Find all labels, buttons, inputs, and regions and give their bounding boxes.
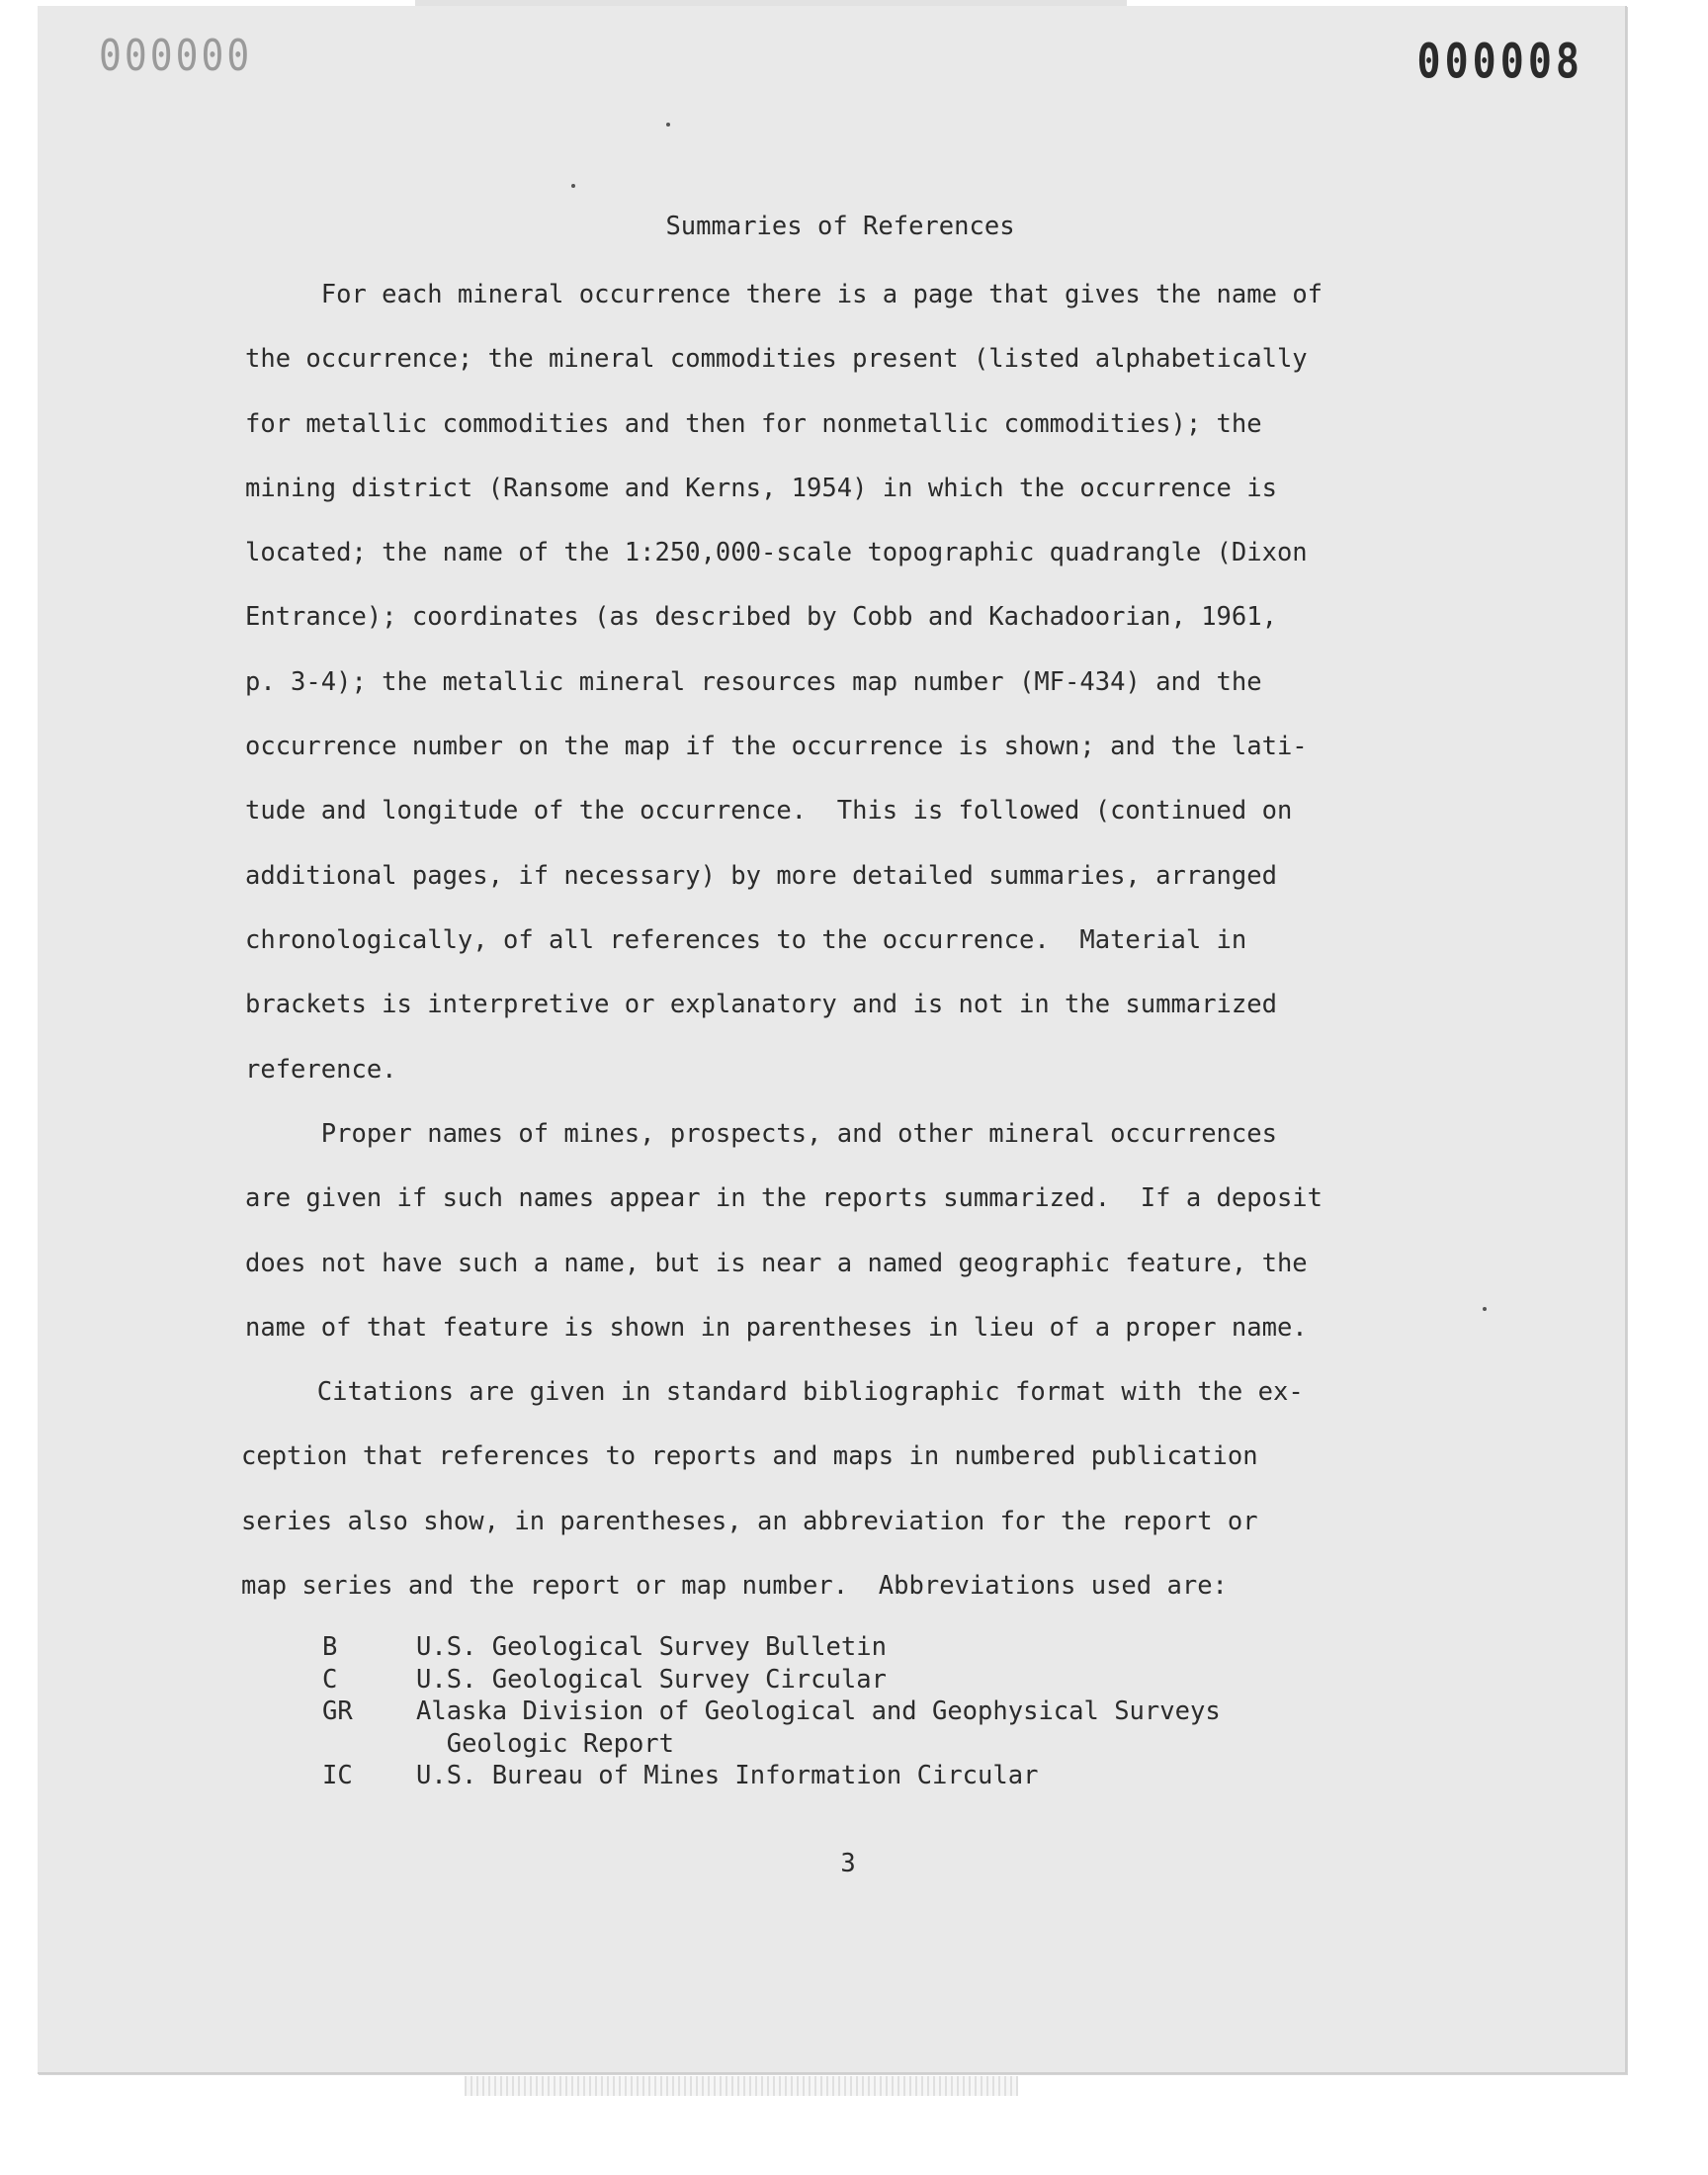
abbreviation-row	[322, 1696, 1306, 1760]
abbreviation-row	[322, 1760, 1306, 1792]
page-title: Summaries of References	[665, 212, 1015, 241]
abbreviation-meaning: Alaska Division of Geological and Geophysical Surveys Geologic Report	[416, 1696, 1221, 1759]
scan-speck	[571, 184, 575, 188]
abbreviation-code: IC	[322, 1761, 353, 1790]
abbreviation-row	[322, 1664, 1306, 1696]
abbreviation-row	[322, 1631, 1306, 1664]
abbreviation-meaning: U.S. Bureau of Mines Information Circular	[416, 1761, 1039, 1790]
scan-edge-top	[415, 0, 1127, 6]
abbreviation-code: GR	[322, 1696, 353, 1726]
paragraph-occurrence-page: For each mineral occurrence there is a page that gives the name of the occurrence; the mineral commodities present (listed alphabetically for metallic commodities and then for nonmetallic commodities); the mining district (Ransome and Kerns, 1954) in which the occurrence is located; the name of the 1:250,000-scale topographic quadrangle (Dixon Entrance); coordinates (as described by Cobb and Kachadoorian, 1961, p. 3-4); the metallic mineral resources map number (MF-434) and the occurrence number on the map if the occurrence is shown; and the lati- tude and longitude of the occurrence. This is followed (continued on additional pages, if necessary) by more detailed summaries, arranged chronologically, of all references to the occurrence. Material in brackets is interpretive or explanatory and is not in the summarized reference.	[245, 280, 1324, 1085]
abbreviation-code: B	[322, 1632, 338, 1662]
page-margin	[0, 2102, 1708, 2175]
abbreviation-list	[322, 1631, 1306, 1792]
stamp-number-right: 000008	[1416, 35, 1583, 90]
scan-speck	[1483, 1307, 1487, 1311]
page-number: 3	[840, 1849, 856, 1878]
stamp-number-left: 000000	[99, 30, 253, 81]
abbreviation-code: C	[322, 1664, 338, 1695]
paragraph-proper-names: Proper names of mines, prospects, and other mineral occurrences are given if such names appear in the reports summarized. If a deposit does not have such a name, but is near a named geographic feature, the name of that feature is shown in parentheses in lieu of a proper name.	[245, 1119, 1324, 1343]
scan-edge-bottom	[465, 2076, 1018, 2096]
scan-speck	[666, 123, 670, 127]
abbreviation-meaning: U.S. Geological Survey Circular	[416, 1664, 887, 1695]
paragraph-citations: Citations are given in standard bibliographic format with the ex- ception that references to reports and maps in numbered publication series also show, in parentheses, an abbreviation for the report or map series and the report or map number. Abbreviations used are:	[241, 1377, 1304, 1601]
abbreviation-meaning: U.S. Geological Survey Bulletin	[416, 1632, 887, 1662]
